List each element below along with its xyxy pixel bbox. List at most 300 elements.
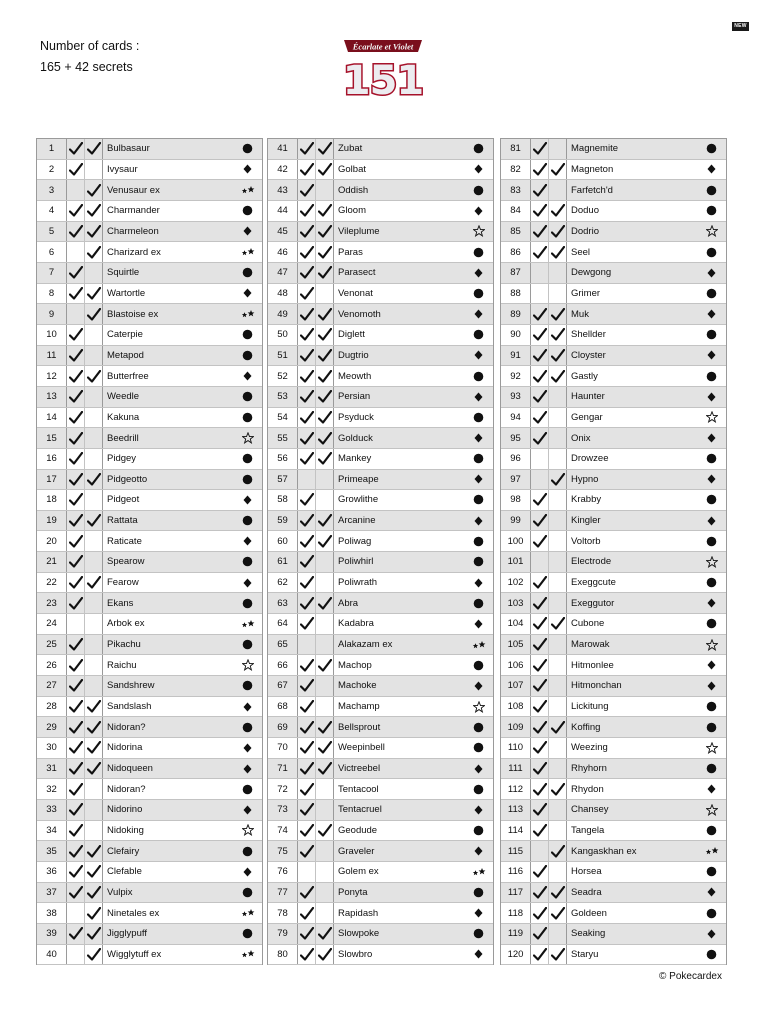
normal-owned-checkbox[interactable]: [531, 490, 549, 510]
checkmark-icon: [87, 204, 101, 217]
reverse-owned-checkbox[interactable]: [549, 201, 567, 221]
reverse-owned-checkbox[interactable]: [85, 573, 103, 593]
normal-owned-checkbox[interactable]: [531, 201, 549, 221]
normal-owned-checkbox[interactable]: [298, 408, 316, 428]
normal-owned-checkbox[interactable]: [67, 945, 85, 965]
normal-owned-checkbox[interactable]: [298, 759, 316, 779]
reverse-owned-checkbox[interactable]: [85, 408, 103, 428]
card-row: [37, 284, 262, 305]
normal-owned-checkbox[interactable]: [531, 366, 549, 386]
reverse-owned-checkbox[interactable]: [316, 263, 334, 283]
reverse-owned-checkbox[interactable]: [85, 841, 103, 861]
normal-owned-checkbox[interactable]: [531, 346, 549, 366]
normal-owned-checkbox[interactable]: [67, 242, 85, 262]
card-number: 106: [501, 655, 531, 675]
reverse-owned-checkbox[interactable]: [85, 593, 103, 613]
reverse-owned-checkbox[interactable]: [549, 759, 567, 779]
normal-owned-checkbox[interactable]: [67, 697, 85, 717]
rarity-circle-icon: [697, 903, 726, 923]
checkmark-icon: [87, 287, 101, 300]
normal-owned-checkbox[interactable]: [531, 408, 549, 428]
reverse-owned-checkbox[interactable]: [549, 593, 567, 613]
checkmark-icon: [300, 452, 314, 465]
normal-owned-checkbox[interactable]: [298, 883, 316, 903]
card-name: Poliwag: [338, 535, 372, 547]
reverse-owned-checkbox[interactable]: [549, 428, 567, 448]
normal-owned-checkbox[interactable]: [298, 387, 316, 407]
card-row: [268, 139, 493, 160]
reverse-owned-checkbox[interactable]: [549, 449, 567, 469]
reverse-owned-checkbox[interactable]: [85, 614, 103, 634]
card-row: [268, 408, 493, 429]
normal-owned-checkbox[interactable]: [531, 883, 549, 903]
reverse-owned-checkbox[interactable]: [316, 655, 334, 675]
reverse-owned-checkbox[interactable]: [85, 800, 103, 820]
normal-owned-checkbox[interactable]: [67, 263, 85, 283]
normal-owned-checkbox[interactable]: [531, 284, 549, 304]
normal-owned-checkbox[interactable]: [531, 139, 549, 159]
normal-owned-checkbox[interactable]: [298, 511, 316, 531]
reverse-owned-checkbox[interactable]: [85, 284, 103, 304]
checkmark-icon: [533, 617, 547, 630]
reverse-owned-checkbox[interactable]: [549, 655, 567, 675]
normal-owned-checkbox[interactable]: [67, 779, 85, 799]
normal-owned-checkbox[interactable]: [531, 304, 549, 324]
reverse-owned-checkbox[interactable]: [549, 284, 567, 304]
reverse-owned-checkbox[interactable]: [85, 821, 103, 841]
reverse-owned-checkbox[interactable]: [85, 883, 103, 903]
normal-owned-checkbox[interactable]: [298, 366, 316, 386]
normal-owned-checkbox[interactable]: [298, 428, 316, 448]
reverse-owned-checkbox[interactable]: [85, 263, 103, 283]
normal-owned-checkbox[interactable]: [298, 635, 316, 655]
normal-owned-checkbox[interactable]: [531, 697, 549, 717]
reverse-owned-checkbox[interactable]: [549, 139, 567, 159]
reverse-owned-checkbox[interactable]: [549, 903, 567, 923]
normal-owned-checkbox[interactable]: [531, 614, 549, 634]
reverse-owned-checkbox[interactable]: [549, 841, 567, 861]
reverse-owned-checkbox[interactable]: [85, 862, 103, 882]
card-row: [501, 160, 726, 181]
normal-owned-checkbox[interactable]: [298, 593, 316, 613]
reverse-owned-checkbox[interactable]: [316, 552, 334, 572]
reverse-owned-checkbox[interactable]: [549, 531, 567, 551]
reverse-owned-checkbox[interactable]: [549, 676, 567, 696]
normal-owned-checkbox[interactable]: [531, 759, 549, 779]
rarity-circle-icon: [233, 593, 262, 613]
normal-owned-checkbox[interactable]: [67, 573, 85, 593]
reverse-owned-checkbox[interactable]: [316, 346, 334, 366]
reverse-owned-checkbox[interactable]: [549, 242, 567, 262]
normal-owned-checkbox[interactable]: [67, 593, 85, 613]
reverse-owned-checkbox[interactable]: [549, 924, 567, 944]
normal-owned-checkbox[interactable]: [531, 552, 549, 572]
rarity-diamond-icon: [233, 222, 262, 242]
rarity-circle-icon: [464, 883, 493, 903]
reverse-owned-checkbox[interactable]: [549, 738, 567, 758]
reverse-owned-checkbox[interactable]: [85, 945, 103, 965]
reverse-owned-checkbox[interactable]: [549, 346, 567, 366]
normal-owned-checkbox[interactable]: [531, 903, 549, 923]
normal-owned-checkbox[interactable]: [67, 325, 85, 345]
normal-owned-checkbox[interactable]: [67, 222, 85, 242]
reverse-owned-checkbox[interactable]: [316, 139, 334, 159]
reverse-owned-checkbox[interactable]: [85, 759, 103, 779]
card-row: [268, 697, 493, 718]
checkmark-icon: [533, 204, 547, 217]
normal-owned-checkbox[interactable]: [531, 449, 549, 469]
card-number: 63: [268, 593, 298, 613]
rarity-circle-icon: [233, 552, 262, 572]
reverse-owned-checkbox[interactable]: [85, 387, 103, 407]
normal-owned-checkbox[interactable]: [298, 945, 316, 965]
checkmark-icon: [69, 493, 83, 506]
normal-owned-checkbox[interactable]: [531, 531, 549, 551]
card-number: 45: [268, 222, 298, 242]
rarity-circle-icon: [233, 387, 262, 407]
card-row: [268, 160, 493, 181]
rarity-circle-icon: [697, 531, 726, 551]
reverse-owned-checkbox[interactable]: [85, 531, 103, 551]
reverse-owned-checkbox[interactable]: [316, 408, 334, 428]
reverse-owned-checkbox[interactable]: [549, 573, 567, 593]
card-name: Vulpix: [107, 886, 133, 898]
card-number: 111: [501, 759, 531, 779]
card-name: Weepinbell: [338, 742, 385, 754]
card-number: 69: [268, 717, 298, 737]
reverse-owned-checkbox[interactable]: [316, 883, 334, 903]
normal-owned-checkbox[interactable]: [67, 470, 85, 490]
normal-owned-checkbox[interactable]: [531, 655, 549, 675]
reverse-owned-checkbox[interactable]: [316, 573, 334, 593]
set-logo: [338, 36, 428, 100]
normal-owned-checkbox[interactable]: [67, 346, 85, 366]
reverse-owned-checkbox[interactable]: [85, 160, 103, 180]
reverse-owned-checkbox[interactable]: [549, 635, 567, 655]
reverse-owned-checkbox[interactable]: [316, 738, 334, 758]
normal-owned-checkbox[interactable]: [298, 800, 316, 820]
normal-owned-checkbox[interactable]: [67, 552, 85, 572]
reverse-owned-checkbox[interactable]: [549, 366, 567, 386]
card-row: [268, 779, 493, 800]
reverse-owned-checkbox[interactable]: [316, 284, 334, 304]
normal-owned-checkbox[interactable]: [531, 160, 549, 180]
normal-owned-checkbox[interactable]: [531, 862, 549, 882]
normal-owned-checkbox[interactable]: [298, 325, 316, 345]
reverse-owned-checkbox[interactable]: [316, 470, 334, 490]
reverse-owned-checkbox[interactable]: [85, 449, 103, 469]
reverse-owned-checkbox[interactable]: [316, 635, 334, 655]
normal-owned-checkbox[interactable]: [298, 490, 316, 510]
reverse-owned-checkbox[interactable]: [316, 428, 334, 448]
normal-owned-checkbox[interactable]: [67, 614, 85, 634]
reverse-owned-checkbox[interactable]: [85, 201, 103, 221]
checkmark-icon: [300, 246, 314, 259]
normal-owned-checkbox[interactable]: [298, 717, 316, 737]
card-name: Cloyster: [571, 349, 606, 361]
normal-owned-checkbox[interactable]: [67, 676, 85, 696]
normal-owned-checkbox[interactable]: [67, 738, 85, 758]
card-number: 80: [268, 945, 298, 965]
reverse-owned-checkbox[interactable]: [316, 366, 334, 386]
normal-owned-checkbox[interactable]: [298, 573, 316, 593]
reverse-owned-checkbox[interactable]: [549, 821, 567, 841]
reverse-owned-checkbox[interactable]: [316, 924, 334, 944]
reverse-owned-checkbox[interactable]: [85, 552, 103, 572]
normal-owned-checkbox[interactable]: [531, 511, 549, 531]
normal-owned-checkbox[interactable]: [298, 160, 316, 180]
card-name: Venonat: [338, 287, 373, 299]
reverse-owned-checkbox[interactable]: [316, 387, 334, 407]
reverse-owned-checkbox[interactable]: [549, 697, 567, 717]
normal-owned-checkbox[interactable]: [298, 263, 316, 283]
normal-owned-checkbox[interactable]: [298, 655, 316, 675]
reverse-owned-checkbox[interactable]: [85, 903, 103, 923]
reverse-owned-checkbox[interactable]: [316, 180, 334, 200]
normal-owned-checkbox[interactable]: [531, 573, 549, 593]
reverse-owned-checkbox[interactable]: [85, 738, 103, 758]
normal-owned-checkbox[interactable]: [67, 883, 85, 903]
reverse-owned-checkbox[interactable]: [549, 160, 567, 180]
reverse-owned-checkbox[interactable]: [549, 800, 567, 820]
reverse-owned-checkbox[interactable]: [549, 779, 567, 799]
normal-owned-checkbox[interactable]: [67, 862, 85, 882]
normal-owned-checkbox[interactable]: [531, 779, 549, 799]
reverse-owned-checkbox[interactable]: [85, 511, 103, 531]
normal-owned-checkbox[interactable]: [67, 284, 85, 304]
normal-owned-checkbox[interactable]: [298, 697, 316, 717]
normal-owned-checkbox[interactable]: [298, 862, 316, 882]
reverse-owned-checkbox[interactable]: [316, 821, 334, 841]
normal-owned-checkbox[interactable]: [298, 821, 316, 841]
checkmark-icon: [318, 246, 332, 259]
normal-owned-checkbox[interactable]: [298, 346, 316, 366]
normal-owned-checkbox[interactable]: [531, 841, 549, 861]
normal-owned-checkbox[interactable]: [67, 490, 85, 510]
normal-owned-checkbox[interactable]: [298, 531, 316, 551]
normal-owned-checkbox[interactable]: [531, 242, 549, 262]
card-row: [37, 883, 262, 904]
normal-owned-checkbox[interactable]: [67, 903, 85, 923]
card-row: [37, 738, 262, 759]
normal-owned-checkbox[interactable]: [298, 242, 316, 262]
normal-owned-checkbox[interactable]: [531, 738, 549, 758]
reverse-owned-checkbox[interactable]: [85, 139, 103, 159]
normal-owned-checkbox[interactable]: [531, 428, 549, 448]
reverse-owned-checkbox[interactable]: [316, 531, 334, 551]
reverse-owned-checkbox[interactable]: [316, 511, 334, 531]
rarity-circle-icon: [464, 924, 493, 944]
reverse-owned-checkbox[interactable]: [549, 552, 567, 572]
normal-owned-checkbox[interactable]: [298, 614, 316, 634]
normal-owned-checkbox[interactable]: [67, 800, 85, 820]
reverse-owned-checkbox[interactable]: [316, 697, 334, 717]
reverse-owned-checkbox[interactable]: [316, 593, 334, 613]
normal-owned-checkbox[interactable]: [67, 408, 85, 428]
normal-owned-checkbox[interactable]: [67, 366, 85, 386]
reverse-owned-checkbox[interactable]: [85, 676, 103, 696]
normal-owned-checkbox[interactable]: [298, 552, 316, 572]
reverse-owned-checkbox[interactable]: [316, 222, 334, 242]
reverse-owned-checkbox[interactable]: [549, 325, 567, 345]
normal-owned-checkbox[interactable]: [531, 593, 549, 613]
normal-owned-checkbox[interactable]: [298, 738, 316, 758]
normal-owned-checkbox[interactable]: [298, 779, 316, 799]
reverse-owned-checkbox[interactable]: [316, 201, 334, 221]
reverse-owned-checkbox[interactable]: [316, 759, 334, 779]
normal-owned-checkbox[interactable]: [67, 841, 85, 861]
normal-owned-checkbox[interactable]: [531, 717, 549, 737]
reverse-owned-checkbox[interactable]: [316, 841, 334, 861]
card-name: Beedrill: [107, 432, 139, 444]
normal-owned-checkbox[interactable]: [67, 511, 85, 531]
reverse-owned-checkbox[interactable]: [316, 304, 334, 324]
reverse-owned-checkbox[interactable]: [85, 470, 103, 490]
reverse-owned-checkbox[interactable]: [549, 263, 567, 283]
normal-owned-checkbox[interactable]: [67, 180, 85, 200]
rarity-circle-icon: [464, 593, 493, 613]
reverse-owned-checkbox[interactable]: [85, 779, 103, 799]
reverse-owned-checkbox[interactable]: [316, 945, 334, 965]
reverse-owned-checkbox[interactable]: [549, 408, 567, 428]
normal-owned-checkbox[interactable]: [67, 428, 85, 448]
normal-owned-checkbox[interactable]: [67, 449, 85, 469]
reverse-owned-checkbox[interactable]: [549, 387, 567, 407]
reverse-owned-checkbox[interactable]: [316, 779, 334, 799]
reverse-owned-checkbox[interactable]: [549, 180, 567, 200]
normal-owned-checkbox[interactable]: [531, 180, 549, 200]
reverse-owned-checkbox[interactable]: [316, 490, 334, 510]
normal-owned-checkbox[interactable]: [67, 160, 85, 180]
normal-owned-checkbox[interactable]: [67, 635, 85, 655]
reverse-owned-checkbox[interactable]: [85, 180, 103, 200]
rarity-circle-icon: [697, 573, 726, 593]
card-row: [37, 180, 262, 201]
reverse-owned-checkbox[interactable]: [85, 325, 103, 345]
reverse-owned-checkbox[interactable]: [316, 160, 334, 180]
reverse-owned-checkbox[interactable]: [316, 717, 334, 737]
normal-owned-checkbox[interactable]: [67, 759, 85, 779]
reverse-owned-checkbox[interactable]: [85, 346, 103, 366]
normal-owned-checkbox[interactable]: [298, 449, 316, 469]
reverse-owned-checkbox[interactable]: [85, 655, 103, 675]
card-row: [501, 593, 726, 614]
reverse-owned-checkbox[interactable]: [549, 614, 567, 634]
reverse-owned-checkbox[interactable]: [316, 242, 334, 262]
reverse-owned-checkbox[interactable]: [549, 222, 567, 242]
normal-owned-checkbox[interactable]: [67, 531, 85, 551]
card-row: [268, 635, 493, 656]
normal-owned-checkbox[interactable]: [298, 284, 316, 304]
reverse-owned-checkbox[interactable]: [549, 304, 567, 324]
reverse-owned-checkbox[interactable]: [316, 614, 334, 634]
normal-owned-checkbox[interactable]: [531, 263, 549, 283]
reverse-owned-checkbox[interactable]: [85, 635, 103, 655]
reverse-owned-checkbox[interactable]: [85, 697, 103, 717]
reverse-owned-checkbox[interactable]: [85, 366, 103, 386]
reverse-owned-checkbox[interactable]: [85, 717, 103, 737]
reverse-owned-checkbox[interactable]: [549, 862, 567, 882]
rarity-circle-icon: [464, 284, 493, 304]
normal-owned-checkbox[interactable]: [298, 676, 316, 696]
rarity-diamond-icon: [697, 263, 726, 283]
reverse-owned-checkbox[interactable]: [316, 903, 334, 923]
checkmark-icon: [87, 721, 101, 734]
checkmark-icon: [87, 184, 101, 197]
normal-owned-checkbox[interactable]: [298, 841, 316, 861]
normal-owned-checkbox[interactable]: [531, 945, 549, 965]
normal-owned-checkbox[interactable]: [298, 180, 316, 200]
reverse-owned-checkbox[interactable]: [316, 800, 334, 820]
reverse-owned-checkbox[interactable]: [85, 490, 103, 510]
card-row: [501, 201, 726, 222]
normal-owned-checkbox[interactable]: [531, 222, 549, 242]
normal-owned-checkbox[interactable]: [298, 304, 316, 324]
normal-owned-checkbox[interactable]: [67, 304, 85, 324]
rarity-diamond-icon: [464, 346, 493, 366]
reverse-owned-checkbox[interactable]: [85, 428, 103, 448]
normal-owned-checkbox[interactable]: [67, 139, 85, 159]
reverse-owned-checkbox[interactable]: [549, 470, 567, 490]
reverse-owned-checkbox[interactable]: [549, 945, 567, 965]
card-number: 42: [268, 160, 298, 180]
normal-owned-checkbox[interactable]: [298, 903, 316, 923]
card-name: Parasect: [338, 267, 376, 279]
card-row: [501, 821, 726, 842]
normal-owned-checkbox[interactable]: [531, 325, 549, 345]
reverse-owned-checkbox[interactable]: [85, 304, 103, 324]
reverse-owned-checkbox[interactable]: [316, 676, 334, 696]
reverse-owned-checkbox[interactable]: [549, 490, 567, 510]
normal-owned-checkbox[interactable]: [67, 924, 85, 944]
reverse-owned-checkbox[interactable]: [85, 924, 103, 944]
normal-owned-checkbox[interactable]: [298, 470, 316, 490]
normal-owned-checkbox[interactable]: [531, 635, 549, 655]
card-number: 78: [268, 903, 298, 923]
card-name: Sandshrew: [107, 680, 155, 692]
normal-owned-checkbox[interactable]: [531, 924, 549, 944]
normal-owned-checkbox[interactable]: [67, 821, 85, 841]
reverse-owned-checkbox[interactable]: [316, 325, 334, 345]
rarity-circle-icon: [697, 862, 726, 882]
normal-owned-checkbox[interactable]: [298, 201, 316, 221]
normal-owned-checkbox[interactable]: [67, 201, 85, 221]
checklist-column: [36, 138, 263, 965]
normal-owned-checkbox[interactable]: [531, 821, 549, 841]
normal-owned-checkbox[interactable]: [531, 470, 549, 490]
normal-owned-checkbox[interactable]: [531, 800, 549, 820]
normal-owned-checkbox[interactable]: [67, 717, 85, 737]
normal-owned-checkbox[interactable]: [298, 222, 316, 242]
reverse-owned-checkbox[interactable]: [316, 862, 334, 882]
card-name: Sandslash: [107, 701, 152, 713]
reverse-owned-checkbox[interactable]: [549, 511, 567, 531]
normal-owned-checkbox[interactable]: [531, 676, 549, 696]
normal-owned-checkbox[interactable]: [298, 924, 316, 944]
reverse-owned-checkbox[interactable]: [549, 717, 567, 737]
normal-owned-checkbox[interactable]: [67, 655, 85, 675]
card-number: 52: [268, 366, 298, 386]
reverse-owned-checkbox[interactable]: [549, 883, 567, 903]
normal-owned-checkbox[interactable]: [67, 387, 85, 407]
card-number: 50: [268, 325, 298, 345]
reverse-owned-checkbox[interactable]: [85, 222, 103, 242]
checkmark-icon: [533, 432, 547, 445]
normal-owned-checkbox[interactable]: [531, 387, 549, 407]
normal-owned-checkbox[interactable]: [298, 139, 316, 159]
reverse-owned-checkbox[interactable]: [316, 449, 334, 469]
reverse-owned-checkbox[interactable]: [85, 242, 103, 262]
